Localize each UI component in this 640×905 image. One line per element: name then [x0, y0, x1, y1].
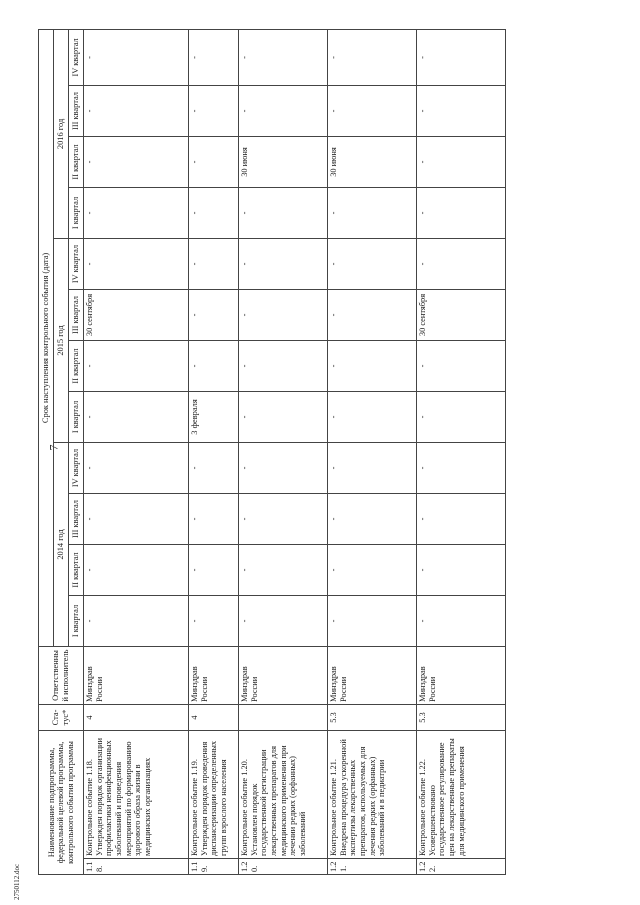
executor: Минздрав России: [417, 647, 506, 705]
quarter-cell: -: [189, 290, 239, 341]
quarter-cell: -: [417, 392, 506, 443]
quarter-cell: -: [328, 545, 417, 596]
quarter-cell: -: [417, 137, 506, 188]
row-number: 1.22.: [417, 859, 506, 875]
quarter-cell: -: [328, 392, 417, 443]
event-name: Контрольное событие 1.22. Усовершенствовано государственное регулирование цен на лекарственные препараты для медицинского применения: [417, 731, 506, 859]
header-quarter: I квартал: [69, 596, 84, 647]
row-number: 1.21.: [328, 859, 417, 875]
status-value: 5.3: [417, 705, 506, 731]
quarter-cell: -: [189, 29, 239, 85]
quarter-cell: -: [239, 494, 328, 545]
quarter-cell: -: [239, 341, 328, 392]
quarter-cell: -: [417, 596, 506, 647]
quarter-cell: 3 февраля: [189, 392, 239, 443]
header-quarter: III квартал: [69, 86, 84, 137]
quarter-cell: -: [328, 86, 417, 137]
quarter-cell: -: [239, 443, 328, 494]
table-row: [239, 29, 328, 874]
quarter-cell: -: [239, 29, 328, 85]
quarter-cell: -: [189, 341, 239, 392]
quarter-cell: -: [328, 290, 417, 341]
quarter-cell: -: [189, 239, 239, 290]
quarter-cell: -: [239, 290, 328, 341]
quarter-cell: -: [189, 443, 239, 494]
header-quarter: II квартал: [69, 545, 84, 596]
quarter-cell: -: [84, 443, 189, 494]
quarter-cell: -: [417, 341, 506, 392]
header-quarter: I квартал: [69, 188, 84, 239]
quarter-cell: 30 сентября: [84, 290, 189, 341]
quarter-cell: -: [189, 545, 239, 596]
row-number: 1.19.: [189, 859, 239, 875]
quarter-cell: -: [239, 239, 328, 290]
quarter-cell: -: [189, 137, 239, 188]
quarter-cell: -: [417, 86, 506, 137]
quarter-cell: -: [328, 188, 417, 239]
header-quarter: IV квартал: [69, 239, 84, 290]
quarter-cell: -: [328, 443, 417, 494]
quarter-cell: -: [84, 239, 189, 290]
executor: Минздрав России: [189, 647, 239, 705]
quarter-cell: -: [84, 137, 189, 188]
quarter-cell: 30 июня: [328, 137, 417, 188]
quarter-cell: -: [84, 29, 189, 85]
table-row: [417, 29, 506, 874]
executor: Минздрав России: [239, 647, 328, 705]
header-year-2015: 2015 год: [54, 239, 69, 443]
executor: Минздрав России: [328, 647, 417, 705]
header-executor: Ответственный исполнитель: [39, 647, 84, 705]
table-row: [189, 29, 239, 874]
header-quarter: I квартал: [69, 392, 84, 443]
header-quarter: II квартал: [69, 137, 84, 188]
quarter-cell: -: [239, 545, 328, 596]
row-number: 1.18.: [84, 859, 189, 875]
header-dates-group: Срок наступления контрольного события (дата): [39, 29, 54, 646]
header-year-2016: 2016 год: [54, 29, 69, 238]
quarter-cell: -: [328, 29, 417, 85]
event-name: Контрольное событие 1.19. Утвержден порядок проведения диспансеризации определенных групп взрослого населения: [189, 731, 239, 859]
quarter-cell: -: [189, 596, 239, 647]
quarter-cell: -: [328, 494, 417, 545]
header-quarter: III квартал: [69, 494, 84, 545]
executor: Минздрав России: [84, 647, 189, 705]
quarter-cell: 30 июня: [239, 137, 328, 188]
quarter-cell: -: [84, 188, 189, 239]
header-name: Наименование подпрограммы, федеральной целевой программы, контрольного события программы: [39, 731, 84, 875]
quarter-cell: -: [189, 494, 239, 545]
quarter-cell: -: [417, 239, 506, 290]
event-name: Контрольное событие 1.18. Утвержден порядок организации профилактики неинфекционных заболеваний и проведения мероприятий по формированию здорового образа жизни в медицинских организациях: [84, 731, 189, 859]
table-row: [328, 29, 417, 874]
event-name: Контрольное событие 1.21. Внедрена процедура ускоренной экспертизы лекарственных препаратов, используемых для лечения редких (орфанных) заболеваний и в педиатрии: [328, 731, 417, 859]
quarter-cell: -: [239, 188, 328, 239]
quarter-cell: -: [239, 86, 328, 137]
quarter-cell: -: [84, 494, 189, 545]
table-body: [84, 29, 506, 874]
row-number: 1.20.: [239, 859, 328, 875]
header-quarter: III квартал: [69, 290, 84, 341]
quarter-cell: -: [417, 545, 506, 596]
page-number: 7: [46, 444, 61, 451]
quarter-cell: -: [239, 596, 328, 647]
header-quarter: IV квартал: [69, 443, 84, 494]
quarter-cell: -: [84, 341, 189, 392]
header-quarter: IV квартал: [69, 29, 84, 85]
header-year-2014: 2014 год: [54, 443, 69, 647]
quarter-cell: -: [417, 494, 506, 545]
footer-filename: 2750112.doc: [13, 863, 21, 900]
header-quarter: II квартал: [69, 341, 84, 392]
quarter-cell: -: [417, 29, 506, 85]
status-value: 4: [189, 705, 239, 731]
table-row: [84, 29, 189, 874]
control-events-table: [38, 29, 506, 875]
quarter-cell: 30 сентября: [417, 290, 506, 341]
event-name: Контрольное событие 1.20. Установлен порядок государственной регистрации лекарственных препаратов для медицинского применения при лечении редких (орфанных) заболеваний: [239, 731, 328, 859]
status-value: 4: [84, 705, 189, 731]
quarter-cell: -: [328, 596, 417, 647]
quarter-cell: -: [84, 392, 189, 443]
quarter-cell: -: [189, 86, 239, 137]
quarter-cell: -: [417, 188, 506, 239]
quarter-cell: -: [328, 341, 417, 392]
quarter-cell: -: [84, 86, 189, 137]
status-value: [239, 705, 328, 731]
quarter-cell: -: [328, 239, 417, 290]
quarter-cell: -: [239, 392, 328, 443]
rotated-table-wrapper: [38, 30, 550, 875]
quarter-cell: -: [417, 443, 506, 494]
header-status: Ста-тус*: [39, 705, 84, 731]
quarter-cell: -: [189, 188, 239, 239]
status-value: 5.3: [328, 705, 417, 731]
quarter-cell: -: [84, 596, 189, 647]
quarter-cell: -: [84, 545, 189, 596]
